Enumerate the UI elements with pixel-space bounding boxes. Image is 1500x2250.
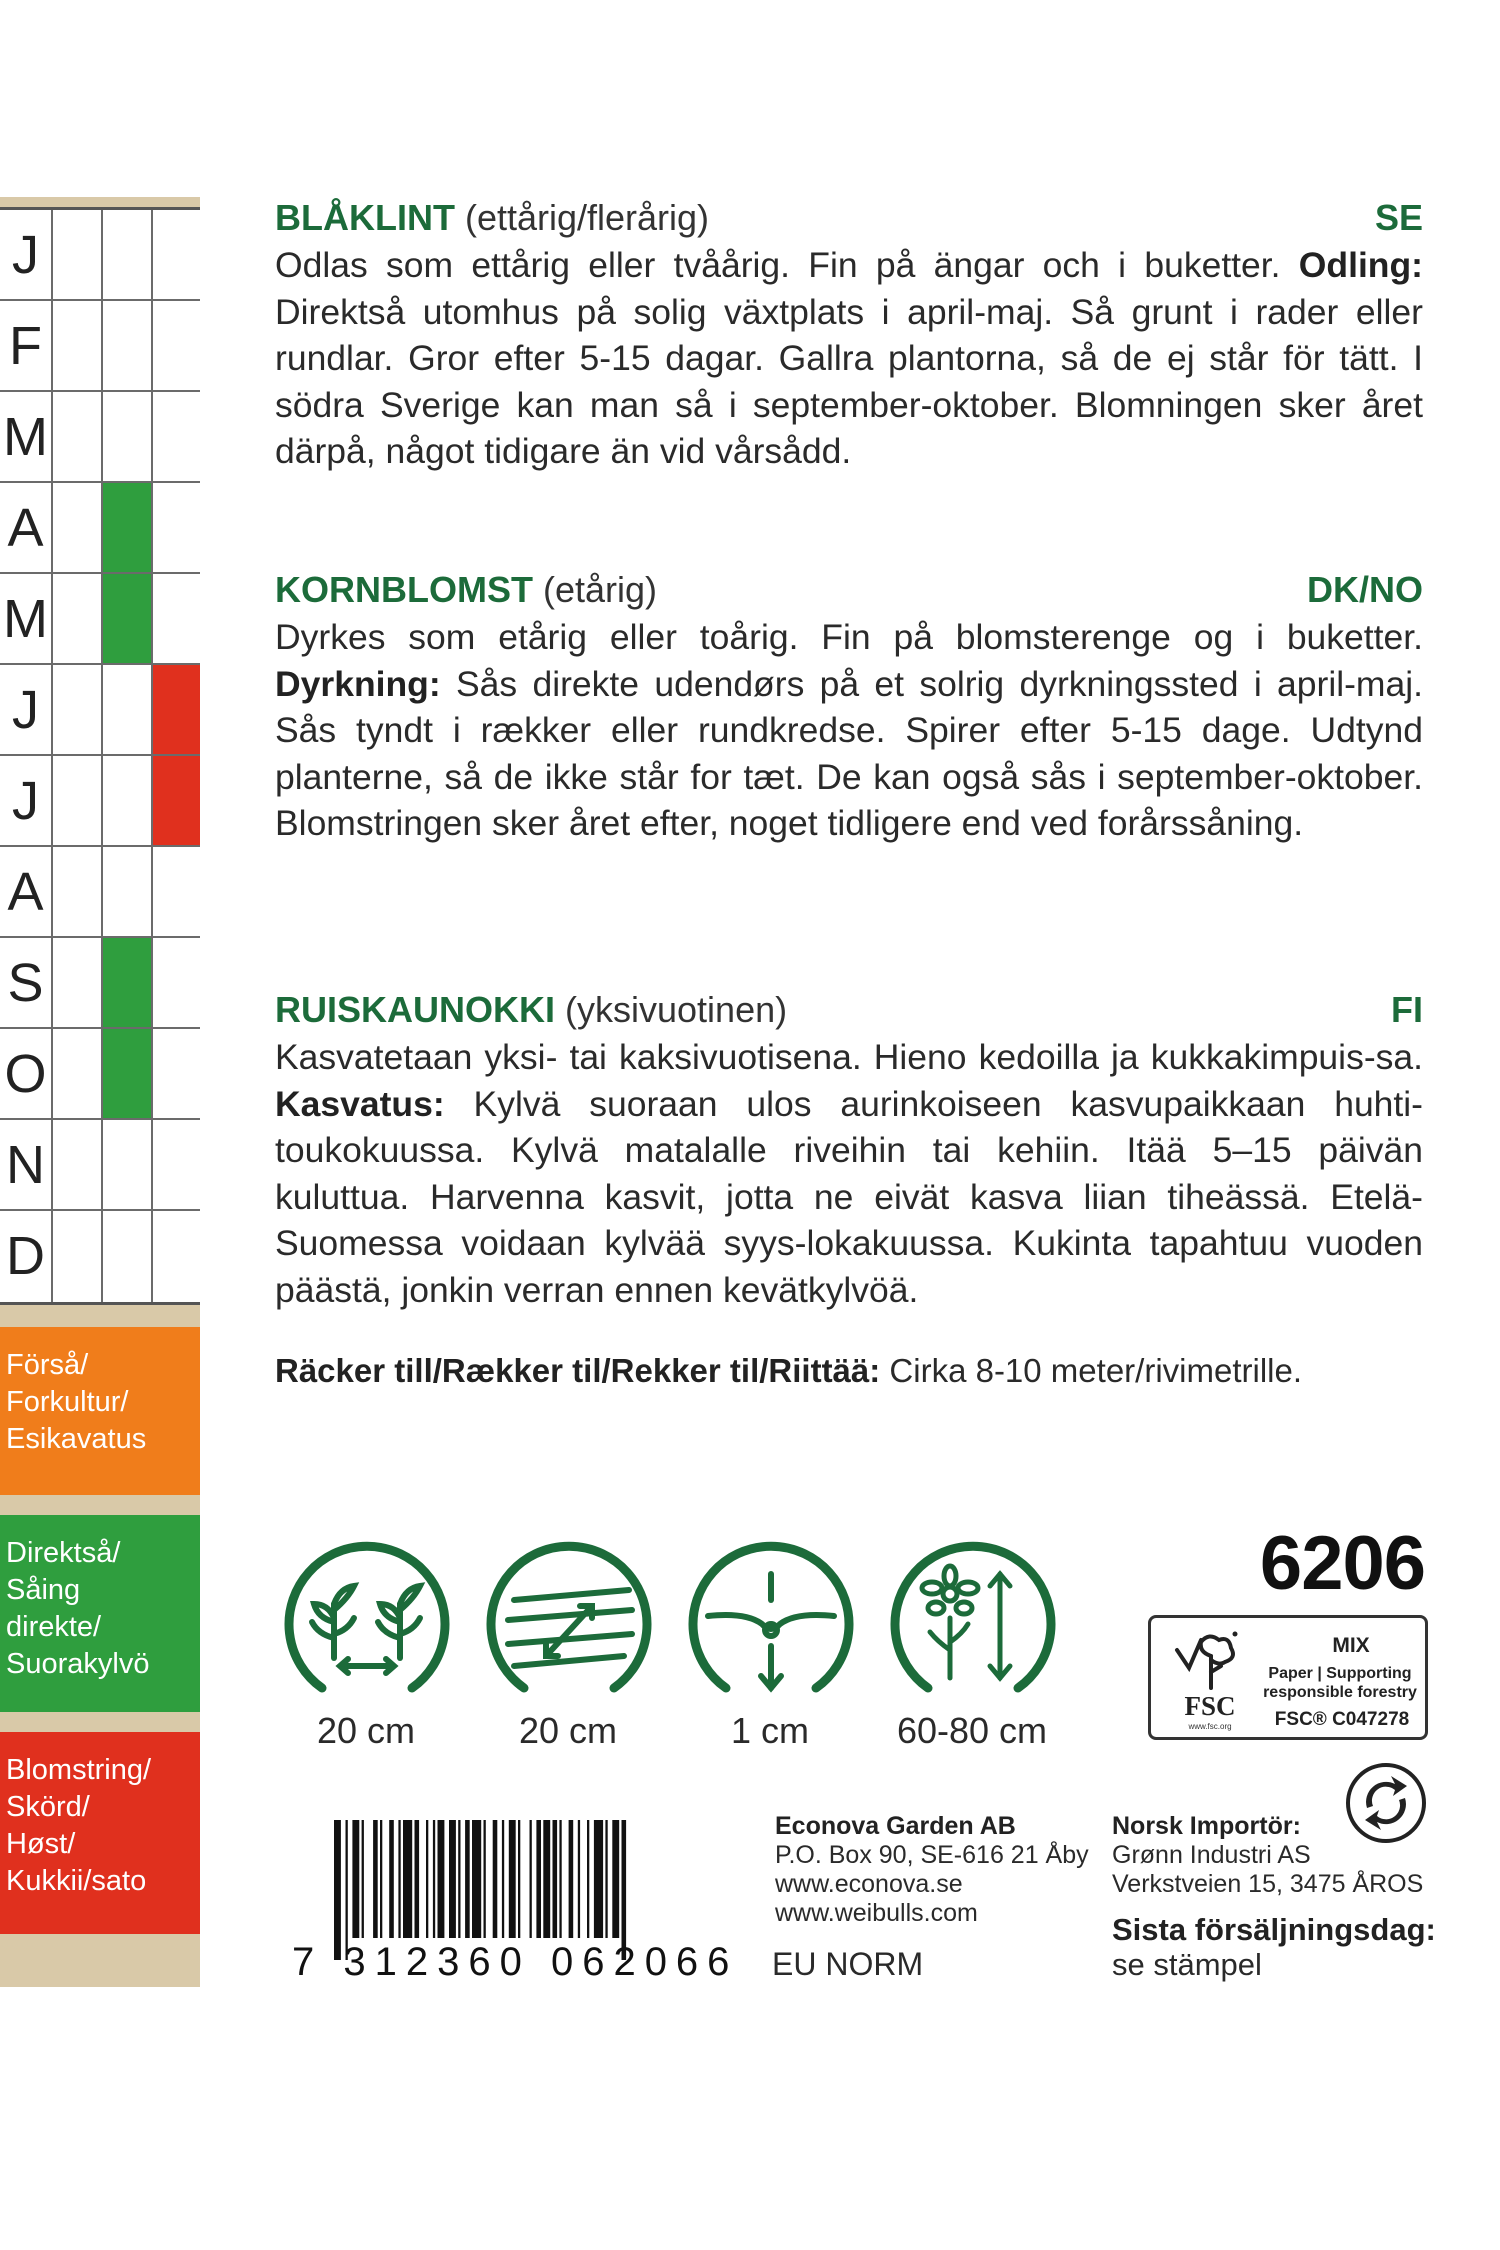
- calendar-month-row: [0, 847, 200, 938]
- last-sale-date: [1112, 1912, 1436, 1982]
- last-sale-label: Sista försäljningsdag:: [1112, 1912, 1436, 1947]
- calendar-cell: [51, 483, 101, 572]
- barcode-bar: [415, 1820, 420, 1938]
- fsc-website: www.fsc.org: [1188, 1722, 1232, 1731]
- fsc-mix: MIX: [1332, 1634, 1370, 1657]
- icon-caption: 60-80 cm: [896, 1710, 1048, 1751]
- legend-line: Suorakylvö: [6, 1648, 150, 1680]
- month-letter: S: [7, 953, 44, 1013]
- icon-caption: 1 cm: [730, 1710, 809, 1751]
- sowing-depth-icon: [686, 1538, 856, 1708]
- month-letter: O: [4, 1044, 47, 1104]
- company-website: www.weibulls.com: [775, 1899, 978, 1927]
- calendar-cell: [151, 756, 200, 845]
- calendar-cell: [151, 574, 200, 663]
- barcode-image: [330, 1820, 700, 1960]
- calendar-month-row: [0, 1029, 200, 1120]
- calendar-month-row: [0, 483, 200, 574]
- legend-direct-sowing: [0, 1515, 200, 1712]
- barcode-bar: [472, 1820, 481, 1938]
- fsc-label: FSC: [1184, 1691, 1236, 1721]
- section-text: [275, 614, 1423, 847]
- calendar-cell: [51, 938, 101, 1027]
- month-letter: J: [12, 771, 39, 831]
- section-finnish: [275, 988, 1423, 1313]
- section-intro: Kasvatetaan yksi- tai kaksivuotisena. Hieno kedoilla ja kukkakimpuis-sa.: [275, 1037, 1423, 1077]
- language-code: SE: [1374, 197, 1423, 238]
- section-body: Direktså utomhus på solig växtplats i april-maj. Så grunt i rader eller rundlar. Gror efter 5-15 dagar. Gallra plantorna, så de ej står för tätt. I södra Sverige kan man så i september-oktober. Blomningen sker året därpå, något tidigare än vid vårsådd.: [275, 291, 1423, 471]
- company-website: www.econova.se: [775, 1870, 963, 1898]
- section-body: Sås direkte udendørs på et solrig dyrkningssted i april-maj. Sås tyndt i rækker eller rundkredse. Spirer efter 5-15 dage. Udtynd planterne, så de ikke står for tæt. De kan også sås i september-oktober. Blomstringen sker året efter, noget tidligere end ved forårssåning.: [275, 663, 1423, 843]
- importer-label: Norsk Importör:: [1112, 1812, 1301, 1840]
- section-title: BLÅKLINT: [275, 197, 455, 238]
- barcode-bar: [530, 1820, 532, 1938]
- calendar-cell: [51, 301, 101, 390]
- barcode-bar: [559, 1820, 561, 1938]
- calendar-month-row: [0, 392, 200, 483]
- calendar-cell: [151, 847, 200, 936]
- legend-line: Høst/: [6, 1828, 76, 1860]
- barcode-bar: [458, 1820, 460, 1938]
- calendar-cell: [51, 1120, 101, 1209]
- calendar-cell: [101, 301, 151, 390]
- section-intro: Dyrkes som etårig eller toårig. Fin på blomsterenge og i buketter.: [275, 617, 1423, 657]
- barcode-bar: [605, 1820, 607, 1938]
- calendar-month-row: [0, 210, 200, 301]
- barcode-bar: [449, 1820, 456, 1938]
- calendar-cell: [51, 210, 101, 299]
- calendar-cell: [101, 1120, 151, 1209]
- calendar-cell: [101, 1211, 151, 1302]
- calendar-cell: [101, 1029, 151, 1118]
- barcode-bar: [594, 1820, 603, 1938]
- importer-name: Grønn Industri AS: [1112, 1841, 1311, 1869]
- barcode-bar: [502, 1820, 504, 1938]
- month-letter: M: [3, 407, 48, 467]
- calendar-cell: [151, 483, 200, 572]
- barcode-bar: [426, 1820, 428, 1938]
- calendar-month-row: [0, 665, 200, 756]
- month-letter: A: [7, 862, 44, 922]
- barcode-digits: 7 312360 062066: [292, 1940, 739, 1984]
- icon-caption: 20 cm: [518, 1710, 618, 1751]
- calendar-cell: [151, 665, 200, 754]
- calendar-cell: [151, 938, 200, 1027]
- legend-line: Förså/: [6, 1349, 89, 1381]
- barcode-bar: [362, 1820, 364, 1938]
- calendar-cell: [101, 392, 151, 481]
- calendar-cell: [51, 1029, 101, 1118]
- company-address: P.O. Box 90, SE-616 21 Åby: [775, 1841, 1089, 1869]
- legend-line: Direktså/: [6, 1537, 121, 1569]
- barcode-bar: [346, 1820, 348, 1960]
- barcode-bar: [518, 1820, 520, 1938]
- barcode-bar: [373, 1820, 378, 1938]
- calendar-cell: [151, 392, 200, 481]
- calendar-cell: [101, 938, 151, 1027]
- calendar-cell: [101, 665, 151, 754]
- legend-pre-sowing: [0, 1327, 200, 1495]
- company-name: Econova Garden AB: [775, 1812, 1016, 1840]
- importer-block: [1112, 1812, 1423, 1899]
- barcode-bar: [433, 1820, 435, 1938]
- calendar-cell: [151, 1120, 200, 1209]
- language-code: DK/NO: [1307, 569, 1423, 610]
- last-sale-value: se stämpel: [1112, 1947, 1262, 1982]
- fsc-paper-text: [1255, 1664, 1425, 1702]
- calendar-cell: [51, 1211, 101, 1302]
- month-letter: M: [3, 589, 48, 649]
- legend-line: Kukkii/sato: [6, 1865, 147, 1897]
- section-body: Kylvä suoraan ulos aurinkoiseen kasvupaikkaan huhti-toukokuussa. Kylvä matalalle riveihin tai kehiin. Itää 5–15 päivän kuluttua. Harvenna kasvit, jotta ne eivät kasva liian tiheässä. Etelä-Suomessa voidaan kylvää syys-lokakuussa. Kukinta tapahtuu vuoden päästä, jonkin verran ennen kevätkylvöä.: [275, 1083, 1423, 1310]
- section-text: [275, 1034, 1423, 1313]
- barcode-bar: [536, 1820, 541, 1938]
- calendar-cell: [151, 210, 200, 299]
- coverage-label: Räcker till/Rækker til/Rekker til/Riittää:: [275, 1352, 881, 1389]
- fsc-license-code: FSC® C047278: [1274, 1709, 1410, 1730]
- legend-flowering-harvest: [0, 1732, 200, 1934]
- section-header: [275, 988, 1423, 1032]
- barcode-bar: [465, 1820, 470, 1938]
- barcode-bar: [587, 1820, 589, 1938]
- month-letter: D: [6, 1226, 45, 1286]
- barcode-bar: [398, 1820, 400, 1938]
- calendar-cell: [51, 756, 101, 845]
- row-spacing-icon: [484, 1538, 654, 1708]
- article-number: 6206: [1259, 1521, 1425, 1606]
- section-swedish: [275, 196, 1423, 475]
- language-code: FI: [1391, 989, 1423, 1030]
- calendar-cell: [51, 392, 101, 481]
- section-text: [275, 242, 1423, 475]
- legend-line: direkte/: [6, 1611, 102, 1643]
- company-block: [775, 1812, 1089, 1928]
- sowing-calendar-strip: [0, 197, 200, 1987]
- section-header: [275, 196, 1423, 240]
- calendar-cell: [51, 574, 101, 663]
- section-subtitle: (ettårig/flerårig): [454, 197, 710, 238]
- calendar-month-row: [0, 938, 200, 1029]
- calendar-cell: [151, 1029, 200, 1118]
- month-letter: N: [6, 1135, 45, 1195]
- section-label: Dyrkning:: [275, 663, 441, 704]
- month-letter: A: [7, 498, 44, 558]
- calendar-cell: [151, 1211, 200, 1302]
- section-title: KORNBLOMST: [275, 569, 533, 610]
- calendar-cell: [51, 847, 101, 936]
- barcode-bar: [622, 1820, 627, 1960]
- month-letter: F: [9, 316, 42, 376]
- section-header: [275, 568, 1423, 612]
- fsc-paper-line: Paper | Supporting: [1268, 1665, 1412, 1682]
- section-title: RUISKAUNOKKI: [275, 989, 556, 1030]
- importer-address: Verkstveien 15, 3475 ÅROS: [1112, 1870, 1424, 1898]
- barcode-bar: [553, 1820, 558, 1938]
- eu-norm: EU NORM: [772, 1946, 924, 1982]
- section-label: Kasvatus:: [275, 1083, 445, 1124]
- barcode-bar: [509, 1820, 516, 1938]
- calendar-month-row: [0, 301, 200, 392]
- legend-line: Esikavatus: [6, 1423, 147, 1455]
- calendar-cell: [101, 756, 151, 845]
- section-subtitle: (etårig): [532, 569, 658, 610]
- calendar-month-row: [0, 574, 200, 665]
- calendar-cell: [101, 210, 151, 299]
- barcode-bar: [569, 1820, 574, 1938]
- fsc-paper-line: responsible forestry: [1263, 1684, 1417, 1701]
- barcode-bar: [493, 1820, 498, 1938]
- barcode-bar: [484, 1820, 486, 1938]
- calendar-cell: [101, 574, 151, 663]
- calendar-cell: [151, 301, 200, 390]
- section-intro: Odlas som ettårig eller tvåårig. Fin på ängar och i buketter.: [275, 245, 1299, 285]
- calendar-month-row: [0, 756, 200, 847]
- barcode-bar: [389, 1820, 394, 1938]
- calendar-month-row: [0, 1120, 200, 1211]
- legend-line: Forkultur/: [6, 1386, 129, 1418]
- barcode-bar: [403, 1820, 412, 1938]
- coverage-value: Cirka 8-10 meter/rivimetrille.: [880, 1352, 1302, 1389]
- plant-height-icon: [888, 1538, 1058, 1708]
- barcode-bar: [543, 1820, 550, 1938]
- calendar-cell: [101, 847, 151, 936]
- calendar-month-row: [0, 1211, 200, 1302]
- plant-spacing-icon: [282, 1538, 452, 1708]
- legend-line: Skörd/: [6, 1791, 90, 1823]
- barcode-bar: [352, 1820, 359, 1938]
- barcode-bar: [578, 1820, 580, 1938]
- section-danish-norwegian: [275, 568, 1423, 847]
- calendar-cell: [51, 665, 101, 754]
- legend-line: Blomstring/: [6, 1754, 152, 1786]
- barcode-bar: [380, 1820, 382, 1938]
- barcode-bar: [334, 1820, 341, 1960]
- month-letter: J: [12, 225, 39, 285]
- coverage-line: [275, 1352, 1435, 1390]
- fsc-badge: [1148, 1615, 1428, 1740]
- section-label: Odling:: [1298, 245, 1423, 285]
- barcode-bar: [612, 1820, 619, 1938]
- month-calendar: [0, 207, 200, 1305]
- fsc-tree-icon: [1171, 1628, 1251, 1692]
- month-letter: J: [12, 680, 39, 740]
- section-subtitle: (yksivuotinen): [555, 989, 788, 1030]
- icon-caption: 20 cm: [316, 1710, 416, 1751]
- calendar-cell: [101, 483, 151, 572]
- legend-line: Såing: [6, 1574, 81, 1606]
- barcode-bar: [438, 1820, 445, 1938]
